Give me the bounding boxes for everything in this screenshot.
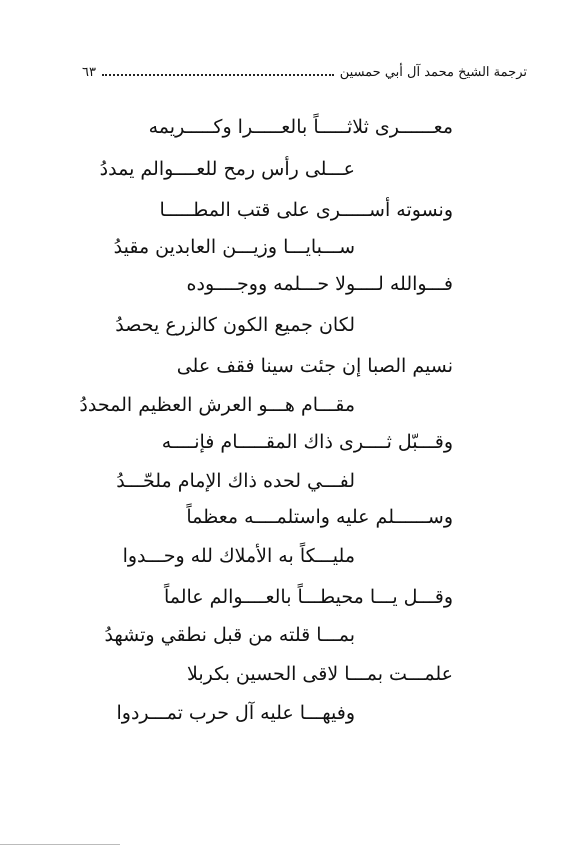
- verse-line: وفيهـــا عليه آل حرب تمـــردوا: [116, 702, 355, 724]
- page-header: [82, 62, 527, 82]
- verse-line: مقـــام هـــو العرش العظيم المحددُ: [79, 394, 355, 416]
- verse-line: لفـــي لحده ذاك الإمام ملحّـــدُ: [116, 470, 355, 492]
- verse-line: وقـــبّل ثــــرى ذاك المقـــــام فإنــــه: [161, 431, 453, 453]
- verse-line: فـــوالله لــــولا حـــلمه ووجــــوده: [186, 273, 453, 295]
- verse-line: بمـــا قلته من قبل نطقي وتشهدُ: [104, 624, 355, 646]
- verse-line: نسيم الصبا إن جئت سينا فقف على: [176, 355, 453, 377]
- verse-line: وقـــل يـــا محيطـــاً بالعــــوالم عالماً: [163, 586, 453, 608]
- verse-line: مليـــكاً به الأملاك لله وحـــدوا: [122, 545, 355, 567]
- page-number: ٦٣: [82, 64, 96, 80]
- verse-line: ســـبايـــا وزيـــن العابدين مقيدُ: [113, 236, 355, 258]
- verse-line: لكان جميع الكون كالزرع يحصدُ: [115, 314, 355, 336]
- running-title: ترجمة الشيخ محمد آل أبي حمسين: [339, 64, 527, 80]
- verse-line: ونسوته أســـــرى على قتب المطـــــا: [159, 199, 453, 221]
- verse-line: عـــلى رأس رمح للعــــوالم يمددُ: [99, 158, 355, 180]
- verse-line: علمـــت بمـــا لاقى الحسين بكربلا: [186, 663, 453, 685]
- verse-line: معــــــرى ثلاثـــــاً بالعـــــرا وكـــــريمه: [148, 116, 453, 138]
- verse-line: وســــــلم عليه واستلمــــه معظماً: [186, 506, 453, 528]
- dotted-leader: [102, 74, 334, 76]
